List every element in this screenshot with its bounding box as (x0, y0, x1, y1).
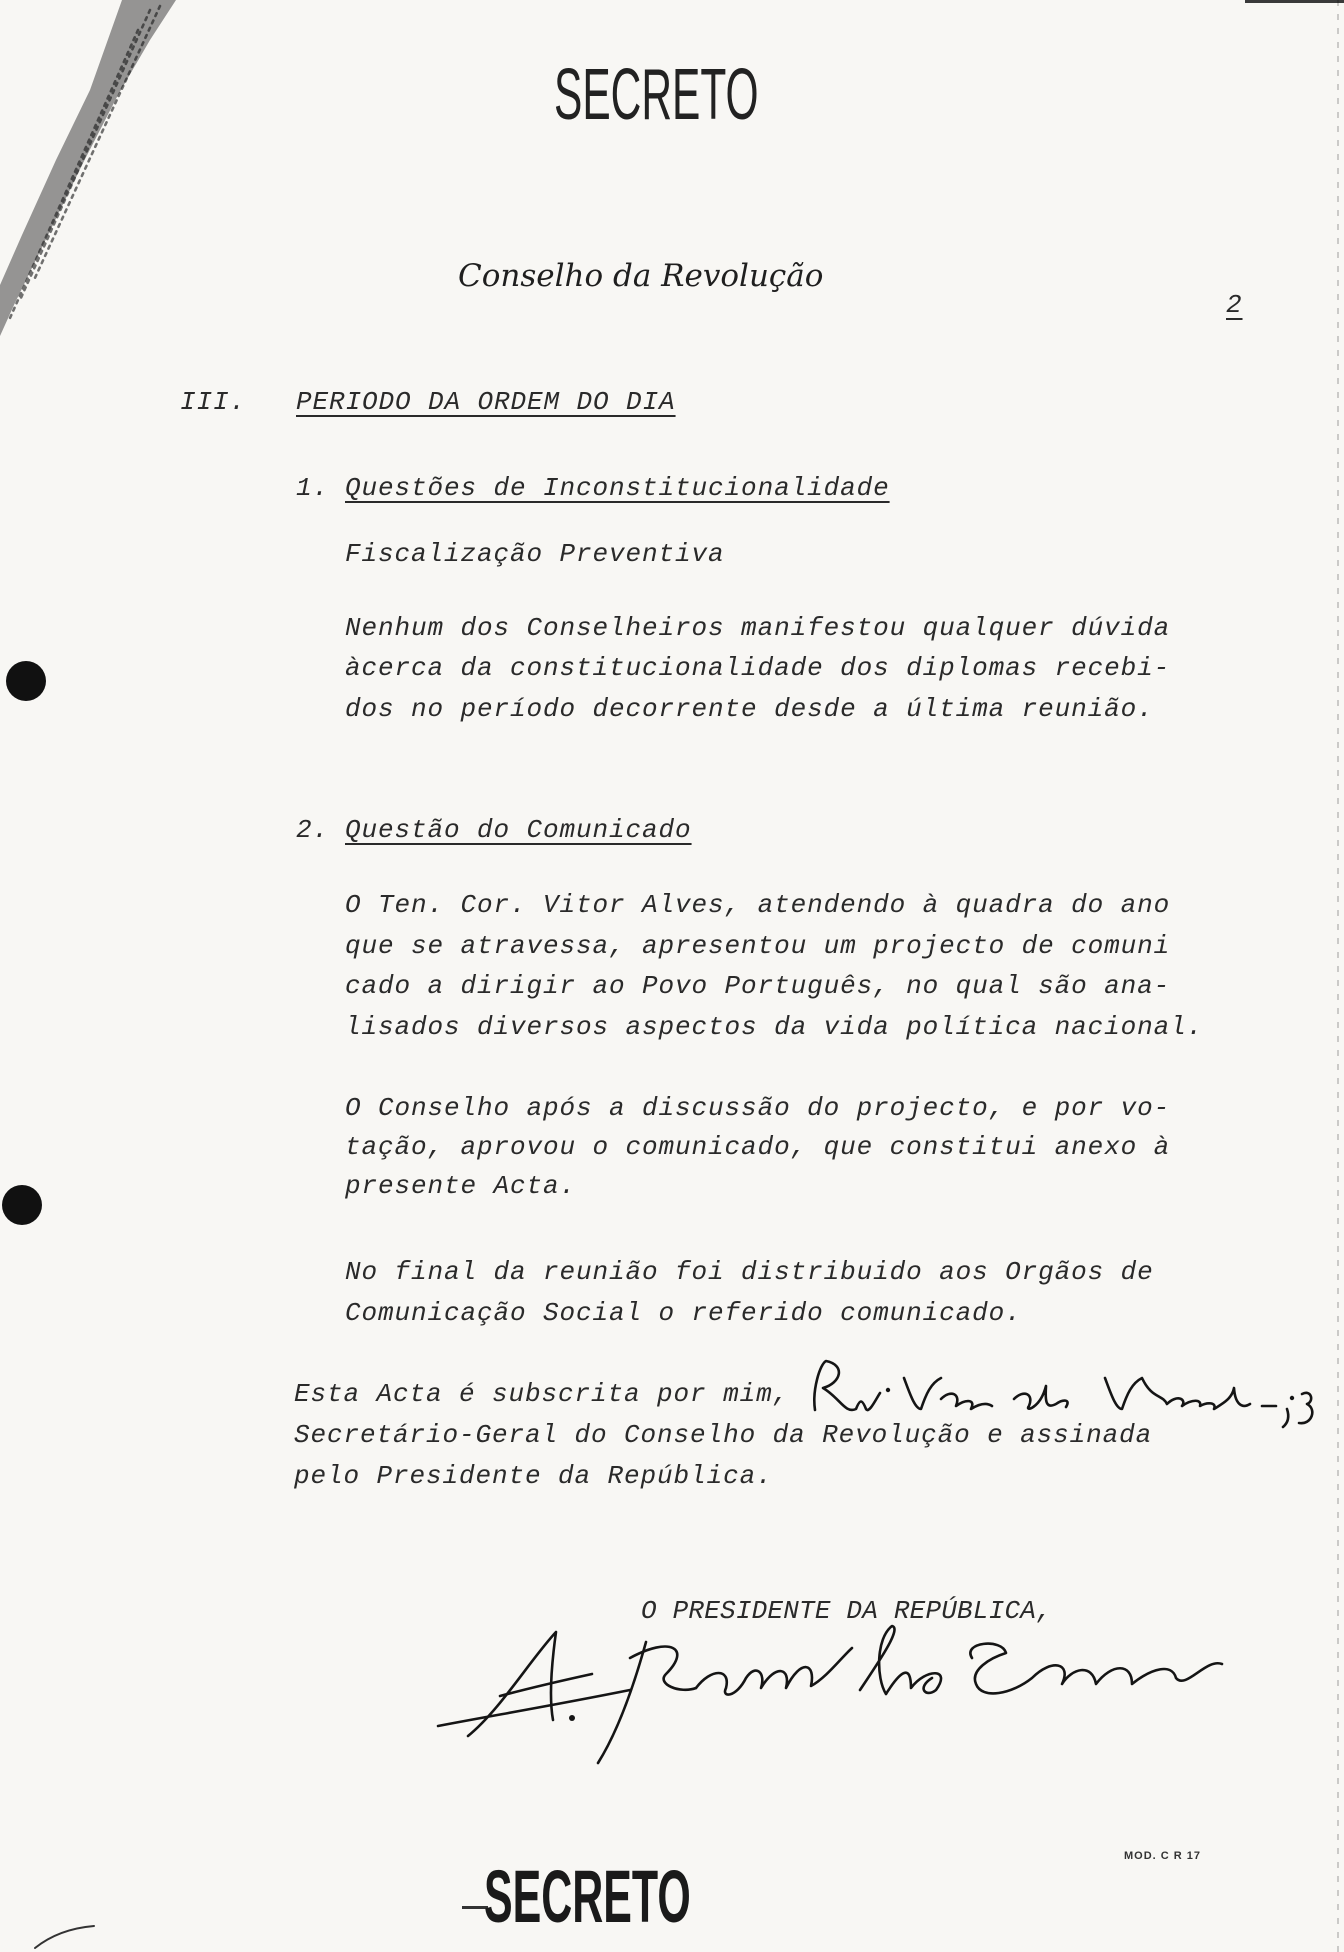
scan-edge-dots (1337, 0, 1339, 1952)
scan-edge-line (1245, 0, 1344, 3)
secret-stamp-bottom: SECRETO (484, 1855, 691, 1938)
paragraph-line: presente Acta. (345, 1171, 577, 1201)
signature-strokes (814, 1361, 1312, 1427)
paragraph-line: que se atravessa, apresentou um projecto de comuni (345, 931, 1171, 961)
item-number: 1. (296, 473, 330, 503)
item-title: Questão do Comunicado (345, 815, 692, 845)
item-title: Questões de Inconstitucionalidade (345, 473, 890, 503)
paragraph-line: lisados diversos aspectos da vida política nacional. (345, 1012, 1204, 1042)
paragraph-line: O Conselho após a discussão do projecto, e por vo- (345, 1093, 1171, 1123)
page-number: 2 (1226, 290, 1243, 320)
paragraph-line: tação, aprovou o comunicado, que constitui anexo à (345, 1132, 1171, 1162)
punch-hole (6, 661, 46, 701)
paragraph-line: No final da reunião foi distribuido aos Orgãos de (345, 1257, 1154, 1287)
section-numeral: III. (180, 387, 247, 417)
paragraph-line: Nenhum dos Conselheiros manifestou qualquer dúvida (345, 613, 1171, 643)
paragraph-line: àcerca da constitucionalidade dos diplomas recebi- (345, 653, 1171, 683)
paragraph-line: Comunicação Social o referido comunicado. (345, 1298, 1022, 1328)
paragraph-line: cado a dirigir ao Povo Português, no qual são ana- (345, 971, 1171, 1001)
secret-stamp-top: SECRETO (554, 55, 759, 135)
president-label: O PRESIDENTE DA REPÚBLICA, (641, 1596, 1052, 1626)
closing-line: pelo Presidente da República. (294, 1461, 773, 1491)
item-number: 2. (296, 815, 330, 845)
item-subtitle: Fiscalização Preventiva (345, 539, 725, 569)
section-title: PERIODO DA ORDEM DO DIA (296, 387, 676, 417)
paragraph-line: O Ten. Cor. Vitor Alves, atendendo à quadra do ano (345, 890, 1171, 920)
secretary-signature (800, 1352, 1320, 1437)
letterhead: Conselho da Revolução (458, 258, 824, 294)
scan-corner-mark (30, 1922, 100, 1950)
paragraph-line: dos no período decorrente desde a última reunião. (345, 694, 1154, 724)
closing-line: Esta Acta é subscrita por mim, (294, 1379, 790, 1409)
closing-line: Secretário-Geral do Conselho da Revolução e assinada (294, 1420, 1153, 1450)
president-signature (430, 1618, 1230, 1768)
punch-hole (2, 1185, 42, 1225)
form-code: MOD. C R 17 (1124, 1850, 1202, 1862)
scan-edge-artifact (0, 0, 180, 340)
signature-strokes (438, 1626, 1222, 1763)
